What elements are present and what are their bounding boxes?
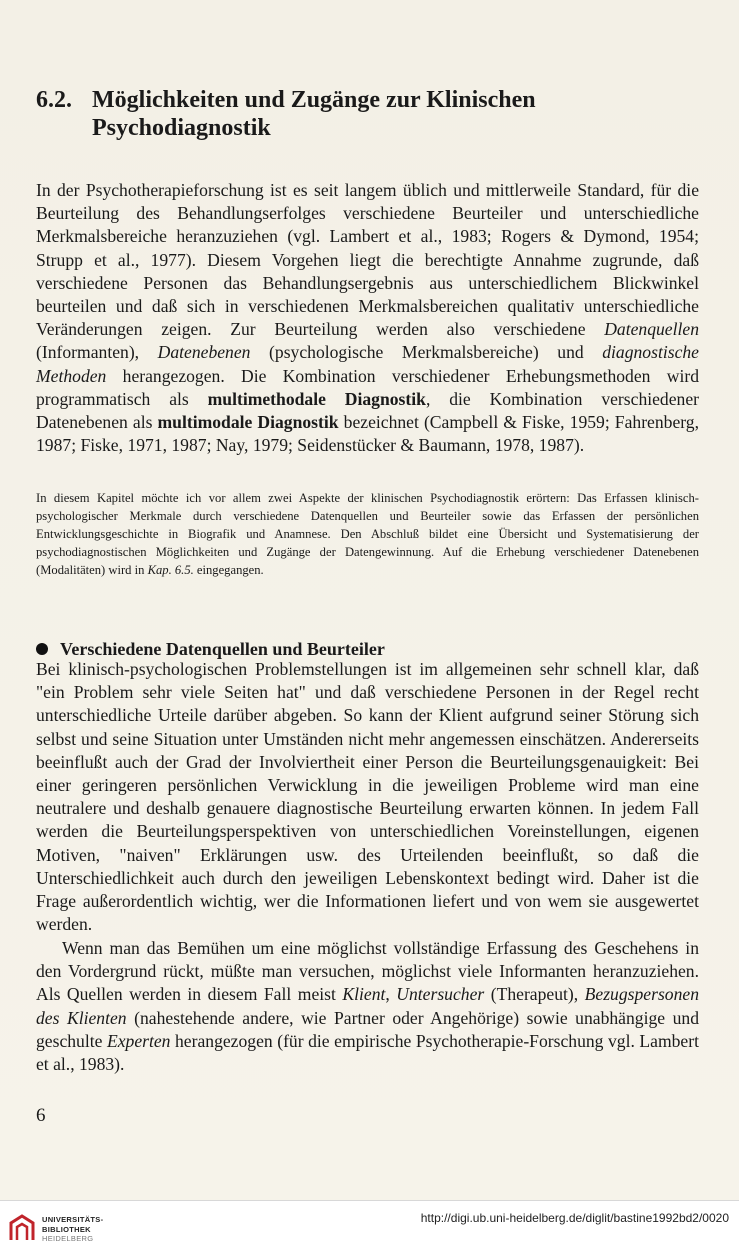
- library-name-line1: UNIVERSITÄTS-: [42, 1215, 104, 1224]
- text-run: In der Psychotherapieforschung ist es seit langem üblich und mittlerweile Standard, für die Beurteilung des Behandlungserfolges verschiedene Beurteiler und unterschiedliche Merkmalsbereiche heranzuziehen (vgl. Lambert et al., 1983; Rogers & Dymond, 1954; Strupp et al., 1977). Diesem Vorgehen liegt die berechtigte Annahme zugrunde, daß verschiedene Personen das Behandlungsergebnis aus unterschiedlichem Blickwinkel beurteilen und daß sich in verschiedenen Merkmalsbereichen qualitativ unterschiedliche Veränderungen zeigen. Zur Beurteilung werden also verschiedene: [36, 180, 699, 340]
- term-experten: Experten: [106, 1030, 171, 1051]
- term-multimethodale-diagnostik: multimethodale Diagnostik: [207, 388, 426, 409]
- section-number: 6.2.: [36, 87, 72, 113]
- section-title-line1: Möglichkeiten und Zugänge zur Klinischen: [92, 87, 536, 113]
- bullet-icon: [36, 643, 48, 655]
- text-run: herangezogen. Die Kombination verschiedener Erhebungsmethoden wird programmatisch als: [36, 365, 699, 409]
- text-run: bezeichnet (Campbell & Fiske, 1959; Fahrenberg, 1987; Fiske, 1971, 1987; Nay, 1979; Seidenstücker & Baumann, 1978, 1987).: [36, 412, 700, 456]
- term-bezugspersonen: Bezugspersonen des Klienten: [36, 984, 699, 1028]
- term-diagnostische-methoden: diagnostische Methoden: [36, 342, 699, 386]
- text-run: Wenn man das Bemühen um eine möglichst vollständige Erfassung des Geschehens in den Vordergrund rückt, müßte man versuchen, möglichst viele Informanten heranzuziehen. Als Quellen werden in diesem Fall meist: [36, 938, 699, 1005]
- library-name-line2: BIBLIOTHEK: [42, 1224, 91, 1234]
- paragraph-intro: [36, 179, 699, 457]
- library-name-line3: HEIDELBERG: [42, 1234, 94, 1243]
- term-multimodale-diagnostik: multimodale Diagnostik: [157, 412, 339, 433]
- text-run: eingegangen.: [193, 563, 264, 577]
- logo-shape: [11, 1216, 33, 1240]
- text-run: (Informanten),: [36, 342, 158, 363]
- section-title-line2: Psychodiagnostik: [92, 115, 271, 141]
- text-run: (nahestehende andere, wie Partner oder Angehörige) sowie unabhängige und geschulte: [36, 1007, 699, 1051]
- term-datenquellen: Datenquellen: [604, 319, 699, 340]
- text-run: In diesem Kapitel möchte ich vor allem zwei Aspekte der klinischen Psychodiagnostik erörtern: Das Erfassen klinisch-psychologischer Merkmale durch verschiedene Datenquellen und Beurteiler sowie das Erfassen der persönlichen Entwicklungsgeschichte in Biografik und Anamnese. Den Abschluß bildet eine Übersicht und Systematisierung der psychodiagnostischen Möglichkeiten und Zugänge der Datengewinnung. Auf die Erhebung verschiedener Datenebenen (Modalitäten) wird in: [36, 491, 699, 577]
- page-number: 6: [36, 1105, 46, 1126]
- section-heading: [36, 86, 696, 142]
- viewer-footer: [0, 1200, 739, 1256]
- paragraph-datenquellen: Bei klinisch-psychologischen Problemstellungen ist im allgemeinen sehr schnell klar, daß "ein Problem sehr viele Seiten hat" und daß verschiedene Personen in der Regel recht unterschiedliche Urteile darüber abgeben. So kann der Klient aufgrund seiner Störung sich selbst und seine Situation unter Umständen nicht mehr angemessen einschätzen. Andererseits beeinflußt auch der Grad der Involviertheit einer Person die Beurteilungsgenauigkeit: Bei einer geringeren persönlichen Verwicklung in die jeweiligen Probleme wird man eine neutralere und deshalb genauere diagnostische Beurteilung erwarten können. In jedem Fall werden die Beurteilungsperspektiven von unterschiedlichen Voreinstellungen, eigenen Motiven, "naiven" Erklärungen usw. des Urteilenden beeinflußt, so daß die Unterschiedlichkeit auch durch den jeweiligen Lebenskontext bedingt wird. Daher ist die Frage außerordentlich wichtig, wer die Informationen liefert und von wem sie ausgewertet werden.: [36, 659, 699, 935]
- paragraph-informanten: [36, 937, 699, 1076]
- term-klient: Klient: [342, 984, 386, 1005]
- text-run: , die Kombination verschiedener Datenebenen als: [36, 388, 700, 433]
- chapter-reference: Kap. 6.5.: [147, 563, 194, 577]
- chapter-abstract: [36, 489, 699, 579]
- library-name[interactable]: [42, 1215, 103, 1244]
- text-run: ,: [385, 984, 397, 1005]
- text-run: herangezogen (für die empirische Psychotherapie-Forschung vgl. Lambert et al., 1983).: [36, 1030, 699, 1075]
- term-datenebenen: Datenebenen: [157, 342, 251, 363]
- library-logo-icon[interactable]: [8, 1213, 36, 1243]
- term-untersucher: Untersucher: [396, 984, 485, 1005]
- text-run: (psychologische Merkmalsbereiche) und: [250, 342, 603, 363]
- text-run: (Therapeut),: [484, 984, 585, 1005]
- subsection-title: Verschiedene Datenquellen und Beurteiler: [60, 639, 385, 659]
- logo-shape-inner: [17, 1224, 27, 1240]
- permalink-url[interactable]: http://digi.ub.uni-heidelberg.de/diglit/bastine1992bd2/0020: [420, 1211, 729, 1225]
